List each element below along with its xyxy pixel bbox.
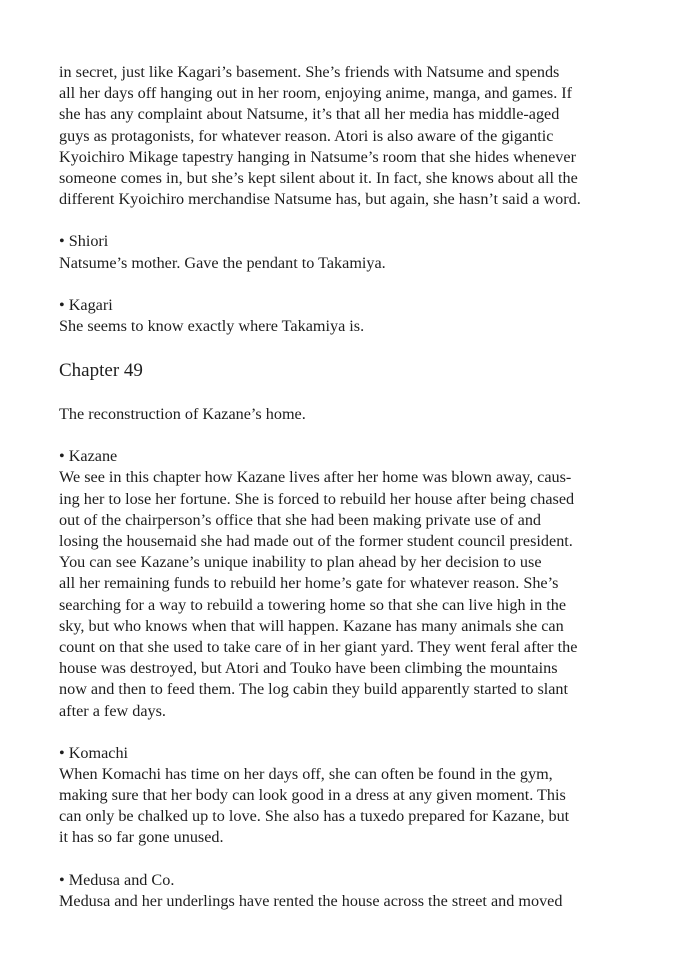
intro-paragraph — [59, 62, 660, 210]
character-name: • Kazane — [59, 446, 660, 467]
text-line: out of the chairperson’s office that she had been making private use of and — [59, 510, 542, 529]
character-name: • Komachi — [59, 743, 660, 764]
character-name: • Shiori — [59, 231, 660, 252]
character-entry-kagari — [59, 295, 660, 337]
text-line: When Komachi has time on her days off, she can often be found in the gym, — [59, 764, 553, 783]
text-line: Natsume’s mother. Gave the pendant to Takamiya. — [59, 253, 386, 272]
text-line: all her days off hanging out in her room, enjoying anime, manga, and games. If — [59, 84, 573, 103]
text-line: after a few days. — [59, 701, 166, 720]
text-line: it has so far gone unused. — [59, 828, 224, 847]
text-line: She seems to know exactly where Takamiya is. — [59, 316, 365, 335]
chapter-heading: Chapter 49 — [59, 360, 143, 382]
text-line: guys as protagonists, for whatever reason. Atori is also aware of the gigantic — [59, 126, 554, 145]
text-line: searching for a way to rebuild a towering home so that she can live high in the — [59, 595, 567, 614]
text-line: someone comes in, but she’s kept silent about it. In fact, she knows about all the — [59, 168, 578, 187]
text-line: in secret, just like Kagari’s basement. She’s friends with Natsume and spends — [59, 63, 560, 81]
text-line: count on that she used to take care of in her giant yard. They went feral after the — [59, 637, 578, 656]
text-line: all her remaining funds to rebuild her home’s gate for whatever reason. She’s — [59, 574, 559, 593]
text-line: We see in this chapter how Kazane lives after her home was blown away, caus- — [59, 468, 572, 487]
text-line: now and then to feed them. The log cabin they build apparently started to slant — [59, 680, 569, 699]
character-name: • Medusa and Co. — [59, 870, 660, 891]
text-line: ing her to lose her fortune. She is forced to rebuild her house after being chased — [59, 489, 575, 508]
character-name: • Kagari — [59, 295, 660, 316]
character-entry-shiori — [59, 231, 660, 273]
text-line: Medusa and her underlings have rented the house across the street and moved — [59, 891, 563, 910]
text-line: house was destroyed, but Atori and Touko have been climbing the mountains — [59, 659, 558, 678]
text-line: making sure that her body can look good in a dress at any given moment. This — [59, 786, 566, 805]
text-line: she has any complaint about Natsume, it’s that all her media has middle-aged — [59, 105, 560, 124]
character-entry-komachi — [59, 743, 660, 849]
character-entry-medusa — [59, 870, 660, 912]
text-line: Kyoichiro Mikage tapestry hanging in Natsume’s room that she hides whenever — [59, 147, 576, 166]
text-line: can only be chalked up to love. She also has a tuxedo prepared for Kazane, but — [59, 807, 570, 826]
text-line: different Kyoichiro merchandise Natsume has, but again, she hasn’t said a word. — [59, 190, 581, 209]
text-line: sky, but who knows when that will happen. Kazane has many animals she can — [59, 616, 564, 635]
character-entry-kazane — [59, 446, 660, 721]
text-line: You can see Kazane’s unique inability to plan ahead by her decision to use — [59, 553, 542, 572]
chapter-summary: The reconstruction of Kazane’s home. — [59, 405, 306, 424]
text-line: losing the housemaid she had made out of the former student council president. — [59, 532, 573, 550]
